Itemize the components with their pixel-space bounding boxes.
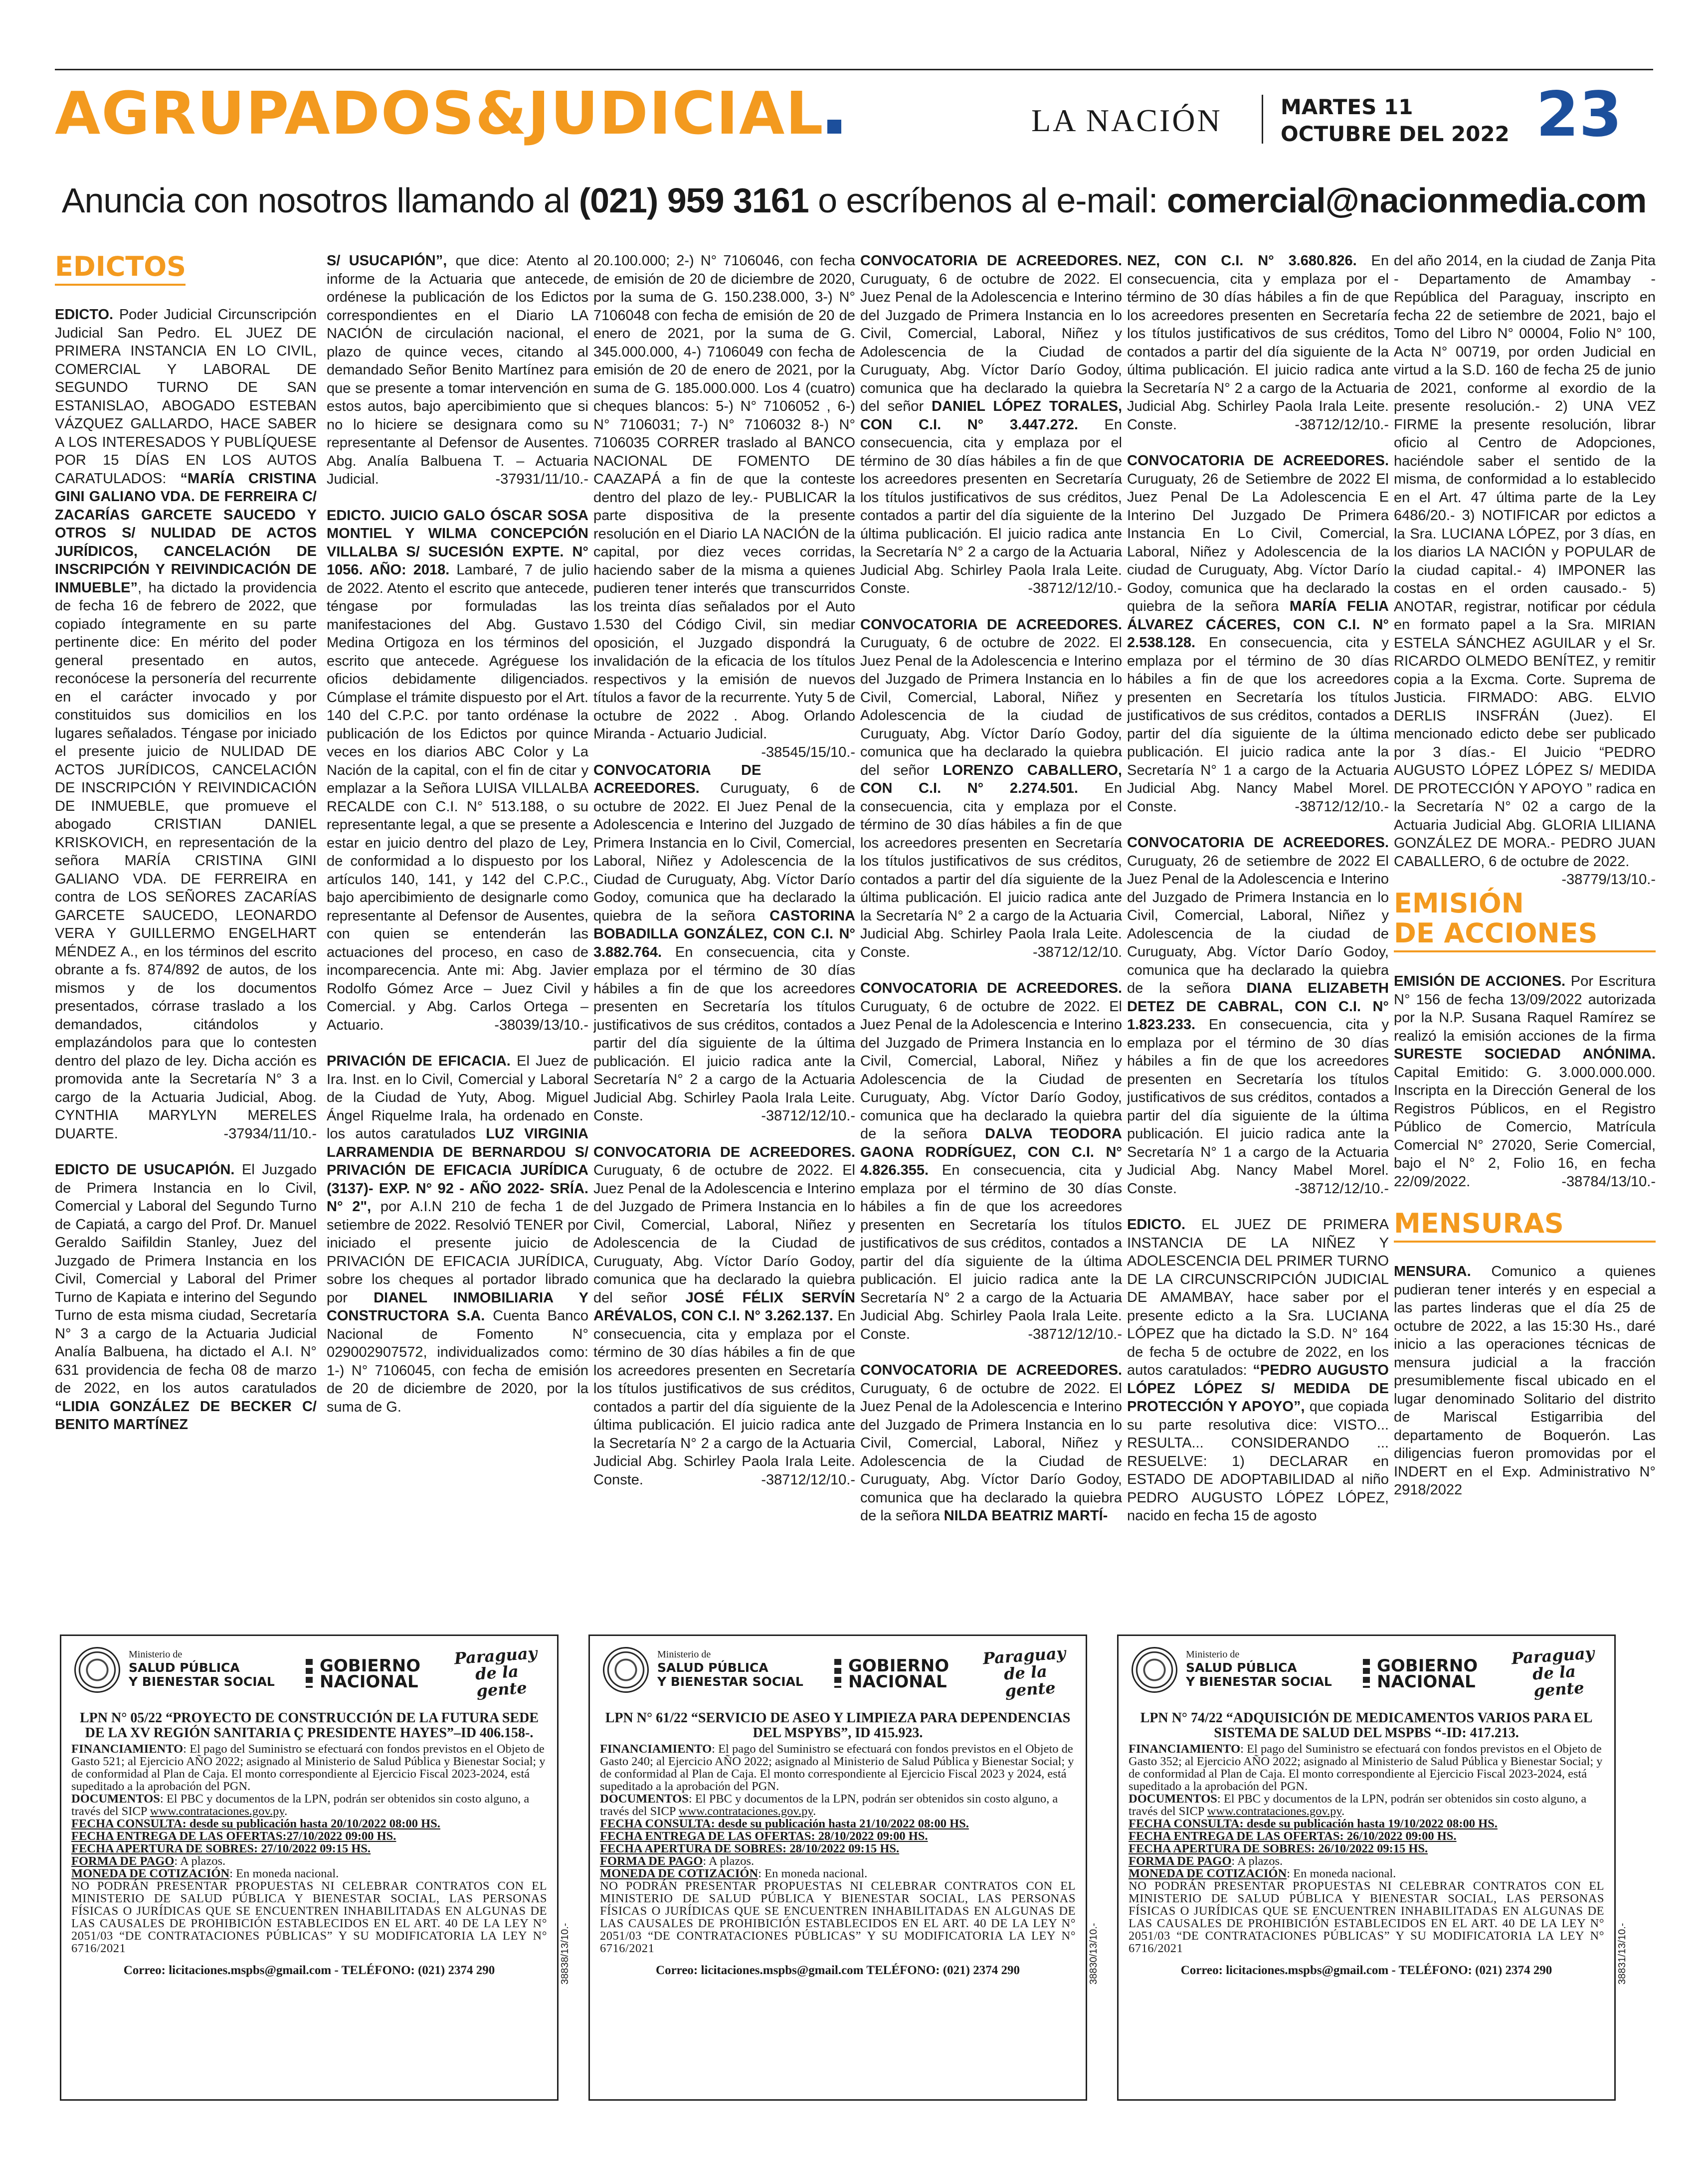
promo-email[interactable]: comercial@nacionmedia.com	[1166, 181, 1647, 220]
date-month-year: OCTUBRE DEL 2022	[1281, 122, 1510, 146]
tender-notice	[588, 1634, 1087, 2101]
notice-footer: Correo: licitaciones.mspbs@gmail.com - TELÉFONO: (021) 2374 290	[1180, 1964, 1552, 1977]
notice-title: LPN N° 61/22 “SERVICIO DE ASEO Y LIMPIEZA PARA DEPENDENCIAS DEL MSPYBS”, ID 415.923.	[605, 1710, 1071, 1741]
edict-code: -38779/13/10.-	[1561, 872, 1656, 888]
contrataciones-link[interactable]: www.contrataciones.gov.py	[678, 1805, 813, 1818]
edict: CONVOCATORIA DE ACREEDORES. Curuguaty, 6 de octubre de 2022. El Juez Penal de la Adolescencia e Interino del Juzgado de Primera Instancia en lo Civil, Comercial, Laboral, Niñez y Adolescencia de la Ciudad de Curuguaty, Abg. Víctor Darío Godoy, comunica que ha declarado la quiebra del señor JOSÉ FÉLIX SERVÍN ARÉVALOS, CON C.I. N° 3.262.137. En consecuencia, cita y emplaza por el término de 30 días hábiles a fin de que los acreedores presenten en Secretaría los títulos justificativos de sus créditos, contados a partir del día siguiente de la última publicación. El juicio radica ante la Secretaría N° 2 a cargo de la Actuaria Judicial Abg. Schirley Paola Irala Leite. Conste. -38712/12/10.-	[593, 1143, 855, 1489]
edict: PRIVACIÓN DE EFICACIA. El Juez de Ira. Inst. en lo Civil, Comercial y Laboral de la Ciudad de Yuty, Abog. Miguel Ángel Riquelme Irala, ha ordenado en los autos caratulados LUZ VIRGINIA LARRAMENDIA DE BERNARDOU S/ PRIVACIÓN DE EFICACIA JURÍDICA (3137)- EXP. N° 92 - AÑO 2022- SRÍA. N° 2", por A.I.N 210 de fecha 1 de setiembre de 2022. Resolvió TENER por iniciado el presente juicio de PRIVACIÓN DE EFICACIA JURÍDICA, sobre los cheques al portador librado por DIANEL INMOBILIARIA Y CONSTRUCTORA S.A. Cuenta Banco Nacional de Fomento N° 029002907572, individualizados como: 1-) N° 7106045, con fecha de emisión de 20 de diciembre de 2020, por la suma de G.	[327, 1053, 588, 1415]
gov-logo: GOBIERNO NACIONAL	[848, 1656, 949, 1692]
gov-logo: GOBIERNO NACIONAL	[1377, 1656, 1478, 1692]
edict: CONVOCATORIA DE ACREEDORES. Curuguaty, 6 de octubre de 2022. El Juez Penal de la Adolescencia e Interino del Juzgado de Primera Instancia en lo Civil, Comercial, Laboral, Niñez y Adolescencia de la ciudad de Curuguaty, Abg. Víctor Darío Godoy, comunica que ha declarado la quiebra del señor LORENZO CABALLERO, CON C.I. N° 2.274.501. En consecuencia, cita y emplaza por el término de 30 días hábiles a fin de que los acreedores presenten en Secretaría los títulos justificativos de sus créditos, contados a partir del día siguiente de la última publicación. El juicio radica ante la Secretaría N° 2 a cargo de la Actuaria Judicial Abg. Schirley Paola Irala Leite. Conste. -38712/12/10.	[860, 616, 1122, 962]
column-6	[1394, 252, 1656, 1618]
edict-code: -37931/11/10.-	[495, 471, 588, 487]
contrataciones-link[interactable]: www.contrataciones.gov.py	[1207, 1805, 1342, 1818]
government-seal-icon	[1132, 1647, 1177, 1693]
column-2	[327, 252, 588, 1618]
edict: MENSURA. Comunico a quienes pudieran tener interés y en especial a las partes linderas que el día 25 de octubre de 2022, a las 15:30 Hs., daré inicio a las operaciones técnicas de mensura judicial a la fracción presumiblemente fiscal ubicado en el lugar denominado Solitario del distrito de Mariscal Estigarribia del departamento de Boquerón. Las diligencias fueron promovidas por el INDERT en el Exp. Administrativo N° 2918/2022	[1394, 1264, 1656, 1498]
ministry-label: Ministerio de	[129, 1649, 183, 1660]
ministry-label: Ministerio de	[1186, 1649, 1240, 1660]
issue-date	[1281, 94, 1510, 148]
edict-code: -38712/12/10.	[1033, 944, 1122, 960]
slogan-logo: Paraguay de la gente	[1511, 1643, 1595, 1701]
edict: CONVOCATORIA DE ACREEDORES. Curuguaty, 26 de Setiembre de 2022 El Juez Penal De La Adolescencia E Interino Del Juzgado De Primera Instancia En Lo Civil, Comercial, Laboral, Niñez y Adolescencia de la ciudad de Curuguaty, Abg. Víctor Darío Godoy, comunica que ha declarado la quiebra de la señora MARÍA FELIA ÁLVAREZ CÁCERES, CON C.I. N° 2.538.128. En consecuencia, cita y emplaza por el término de 30 días hábiles a fin de que los acreedores presenten en Secretaría los títulos justificativos de sus créditos, contados a partir del día siguiente de la última publicación. El juicio radica ante la Secretaría N° 1 a cargo de la Actuaria Judicial Abg. Nancy Mabel Morel. Conste. -38712/12/10.-	[1127, 452, 1389, 816]
slogan-logo: Paraguay de la gente	[982, 1643, 1067, 1701]
notice-header	[600, 1644, 1076, 1704]
ministry-label: Ministerio de	[657, 1649, 711, 1660]
notice-footer: Correo: licitaciones.mspbs@gmail.com TELÉFONO: (021) 2374 290	[656, 1964, 1020, 1977]
edict: CONVOCATORIA DE ACREEDORES. Curuguaty, 6 de octubre de 2022. El Juez Penal de la Adolescencia e Interino del Juzgado de Primera Instancia en lo Civil, Comercial, Laboral, Niñez y Adolescencia de la Ciudad de Curuguaty, Abg. Víctor Darío Godoy, comunica que ha declarado la quiebra de la señora DALVA TEODORA GAONA RODRÍGUEZ, CON C.I. N° 4.826.355. En consecuencia, cita y emplaza por el término de 30 días hábiles a fin de que los acreedores presenten en Secretaría los títulos justificativos de sus créditos, contados a partir del día siguiente de la última publicación. El juicio radica ante la Secretaría N° 2 a cargo de la Actuaria Judicial Abg. Schirley Paola Irala Leite. Conste. -38712/12/10.-	[860, 979, 1122, 1343]
edict-code: -38712/12/10.-	[1295, 798, 1389, 815]
tender-notice	[60, 1634, 559, 2101]
edict: CONVOCATORIA DE ACREEDORES. Curuguaty, 6 de octubre de 2022. El Juez Penal de la Adolescencia e Interino del Juzgado de Primera Instancia en lo Civil, Comercial, Laboral, Niñez y Adolescencia de la Ciudad de Curuguaty, Abg. Víctor Darío Godoy, comunica que ha declarado la quiebra de la señora NILDA BEATRIZ MARTÍ-	[860, 1362, 1122, 1524]
edict: S/ USUCAPIÓN”, que dice: Atento al informe de la Actuaria que antecede, ordénese la publicación de los Edictos correspondientes en el Diario LA NACIÓN de circulación nacional, el plazo de quince veces, citando al demandado Señor Benito Martínez para que se presente a tomar intervención en estos autos, bajo apercibimiento que si no lo hiciere se designara como su representante al Defensor de Ausentes. Abg. Analía Balbuena T. – Actuaria Judicial. -37931/11/10.-	[327, 252, 588, 489]
edict: del año 2014, en la ciudad de Zanja Pita - Departamento de Amambay - República del Paraguay, inscripto en fecha 22 de setiembre de 2021, bajo el Tomo del Libro N° 00004, Folio N° 100, Acta N° 00719, por orden Judicial en virtud a la S.D. 160 de fecha 25 de junio de 2021, conforme al exordio de la presente resolución.- 2) UNA VEZ FIRME la presente resolución, librar oficio al Centro de Adopciones, haciéndole saber el sentido de la misma, de conformidad a lo establecido en el Art. 47 última parte de la Ley 6486/20.- 3) NOTIFICAR por edictos a la Sra. LUCIANA LÓPEZ, por 3 días, en los diarios LA NACIÓN y POPULAR de la ciudad capital.- 4) IMPONER las costas en el orden causado.- 5) ANOTAR, registrar, notificar por cédula en formato papel a la Sra. MIRIAN ESTELA SÁNCHEZ AGUILAR y el Sr. RICARDO OLMEDO BENÍTEZ, y remitir copia a la Excma. Corte. Suprema de Justicia. FIRMADO: ABG. ELVIO DERLIS INSFRÁN (Juez). El mencionado edicto debe ser publicado por 3 días.- El Juicio “PEDRO AUGUSTO LÓPEZ LÓPEZ S/ MEDIDA DE PROTECCIÓN Y APOYO ” radica en la Secretaría N° 02 a cargo de la Actuaria Judicial Abg. GLORIA LILIANA GONZÁLEZ DE MORA.- PEDRO JUAN CABALLERO, 6 de octubre de 2022. -38779/13/10.-	[1394, 252, 1656, 871]
edict-code: -38712/12/10.-	[761, 1471, 855, 1488]
notice-header	[71, 1644, 547, 1704]
contrataciones-link[interactable]: www.contrataciones.gov.py	[150, 1805, 285, 1818]
notice-header	[1129, 1644, 1604, 1704]
title-dot-icon	[827, 120, 841, 134]
top-rule	[55, 69, 1653, 70]
promo-text-2: o escríbenos al e-mail:	[808, 181, 1167, 220]
notice-code: 38838/13/10.-	[560, 1923, 570, 1985]
promo-phone[interactable]: (021) 959 3161	[578, 181, 809, 220]
edict-code: -38712/12/10.-	[1295, 1180, 1389, 1197]
column-1	[55, 252, 317, 1618]
page-number: 23	[1536, 79, 1622, 151]
edict-code: -38784/13/10.-	[1561, 1173, 1656, 1190]
edict: CONVOCATORIA DE ACREEDORES. Curuguaty, 26 de setiembre de 2022 El Juez Penal de la Adolescencia e Interino del Juzgado de Primera Instancia en lo Civil, Comercial, Laboral, Niñez y Adolescencia de la ciudad de Curuguaty, Abg. Víctor Darío Godoy, comunica que ha declarado la quiebra de la señora DIANA ELIZABETH DETEZ DE CABRAL, CON C.I. N° 1.823.233. En consecuencia, cita y emplaza por el término de 30 días hábiles a fin de que los acreedores presenten en Secretaría los títulos justificativos de sus créditos, contados a partir del día siguiente de la última publicación. El juicio radica ante la Secretaría N° 1 a cargo de la Actuaria Judicial Abg. Nancy Mabel Morel. Conste. -38712/12/10.-	[1127, 834, 1389, 1198]
section-heading-edictos: EDICTOS	[55, 252, 186, 286]
notice-body: FINANCIAMIENTO: El pago del Suministro se efectuará con fondos previstos en el Objeto de Gasto 352; al Ejercicio AÑO 2022; asignado al Ministerio de Salud Pública y Bienestar Social; y de conformidad al Plan de Caja. El monto correspondiente al Ejercicio Fiscal 2023-2024, está supeditado a la aprobación del PGN. DOCUMENTOS: El PBC y documentos de la LPN, podrán ser obtenidos sin costo alguno, a través del SICP www.contrataciones.gov.py. FECHA CONSULTA: desde su publicación hasta 19/10/2022 08:00 HS. FECHA ENTREGA DE LAS OFERTAS: 26/10/2022 09:00 HS. FECHA APERTURA DE SOBRES: 26/10/2022 09:15 HS. FORMA DE PAGO: A plazos. MONEDA DE COTIZACIÓN: En moneda nacional. NO PODRÁN PRESENTAR PROPUESTAS NI CELEBRAR CONTRATOS CON EL MINISTERIO DE SALUD PÚBLICA Y BIENESTAR SOCIAL, LAS PERSONAS FÍSICAS O JURÍDICAS QUE SE ENCUENTREN INHABILITADAS EN ALGUNAS DE LAS CAUSALES DE PROHIBICIÓN ESTABLECIDOS EN EL ART. 40 DE LA LEY N° 2051/03 “DE CONTRATACIONES PÚBLICAS” Y SU MODIFICATORIA LA LEY N° 6716/2021	[1129, 1742, 1604, 1955]
edict-code: -38545/15/10.-	[761, 744, 855, 760]
ad-promo-line	[0, 181, 1708, 220]
edict: EDICTO DE USUCAPIÓN. El Juzgado de Primera Instancia en lo Civil, Comercial y Laboral del Segundo Turno de Capiatá, a cargo del Prof. Dr. Manuel Geraldo Saifildin Stanley, Juez del Juzgado de Primera Instancia en los Civil, Comercial y Laboral del Primer Turno de Kapiata e interino del Segundo Turno de esta misma ciudad, Secretaría N° 3 a cargo de la Actuaria Judicial Analía Balbuena, ha dictado el A.I. N° 631 providencia de fecha 08 de marzo de 2022, en los autos caratulados “LIDIA GONZÁLEZ DE BECKER C/ BENITO MARTÍNEZ	[55, 1162, 317, 1433]
gov-stripes-icon	[834, 1659, 841, 1688]
edict: EDICTO. EL JUEZ DE PRIMERA INSTANCIA DE LA NIÑEZ Y ADOLESCENCIA DEL PRIMER TURNO DE LA CIRCUNSCRIPCIÓN JUDICIAL DE AMAMBAY, hace saber por el presente edicto a la Sra. LUCIANA LÓPEZ que ha dictado la S.D. N° 164 de fecha 5 de octubre de 2022, en los autos caratulados: “PEDRO AUGUSTO LÓPEZ LÓPEZ S/ MEDIDA DE PROTECCIÓN Y APOYO”, que copiada su parte resolutiva dice: VISTO... RESULTA... CONSIDERANDO ... RESUELVE: 1) DECLARAR en ESTADO DE ADOPTABILIDAD al niño PEDRO AUGUSTO LÓPEZ LÓPEZ, nacido en fecha 15 de agosto	[1127, 1217, 1389, 1524]
promo-text: Anuncia con nosotros llamando al	[61, 181, 579, 220]
edict: EDICTO. Poder Judicial Circunscripción Judicial San Pedro. EL JUEZ DE PRIMERA INSTANCIA EN LO CIVIL, COMERCIAL Y LABORAL DE SEGUNDO TURNO DE SAN ESTANISLAO, ABOGADO ESTEBAN VÁZQUEZ GALLARDO, HACE SABER A LOS INTERESADOS Y PUBLÍQUESE POR 15 DÍAS EN LOS AUTOS CARATULADOS: “MARÍA CRISTINA GINI GALIANO VDA. DE FERREIRA C/ ZACARÍAS GARCETE SAUCEDO Y OTROS S/ NULIDAD DE ACTOS JURÍDICOS, CANCELACIÓN DE INSCRIPCIÓN Y REIVINDICACIÓN DE INMUEBLE”, ha dictado la providencia de fecha 16 de febrero de 2022, que copiado íntegramente en su parte pertinente dice: En mérito del poder general presentado en autos, reconócese la personería del recurrente en el carácter invocado y por constituidos sus domicilios en los lugares señalados. Téngase por iniciado el presente juicio de NULIDAD DE ACTOS JURÍDICOS, CANCELACIÓN DE INSCRIPCIÓN Y REIVINDICACIÓN DE INMUEBLE, que promueve el abogado CRISTIAN DANIEL KRISKOVICH, en representación de la señora MARÍA CRISTINA GINI GALIANO VDA. DE FERREIRA en contra de LOS SEÑORES ZACARÍAS GARCETE SAUCEDO, LEONARDO VERA Y GUILLERMO ENGELHART MÉNDEZ A., en los términos del escrito obrante a fs. 874/892 de autos, de los mismos y de los documentos presentados, córrase traslado a los demandados, citándolos y emplazándolos para que lo contesten dentro del plazo de ley. Dicha acción es promovida ante la Secretaría N° 3 a cargo de la Actuaria Judicial, Abog. CYNTHIA MARYLYN MERELES DUARTE. -37934/11/10.-	[55, 306, 317, 1143]
edict: CONVOCATORIA DE ACREEDORES. Curuguaty, 6 de octubre de 2022. El Juez Penal de la Adolescencia e Interino del Juzgado de Primera Instancia en lo Civil, Comercial, Laboral, Niñez y Adolescencia de la Ciudad de Curuguaty, Abg. Víctor Darío Godoy, comunica que ha declarado la quiebra del señor DANIEL LÓPEZ TORALES, CON C.I. N° 3.447.272. En consecuencia, cita y emplaza por el término de 30 días hábiles a fin de que los acreedores presenten en Secretaría los títulos justificativos de sus créditos, contados a partir del día siguiente de la última publicación. El juicio radica ante la Secretaría N° 2 a cargo de la Actuaria Judicial Abg. Schirley Paola Irala Leite. Conste. -38712/12/10.-	[860, 252, 1122, 598]
section-title: AGRUPADOS&JUDICIAL	[55, 84, 841, 143]
gov-stripes-icon	[1363, 1659, 1370, 1688]
edict: EDICTO. JUICIO GALO ÓSCAR SOSA MONTIEL Y WILMA CONCEPCIÓN VILLALBA S/ SUCESIÓN EXPTE. N° 1056. AÑO: 2018. Lambaré, 7 de julio de 2022. Atento el escrito que antecede, téngase por formuladas las manifestaciones del Abg. Gustavo Medina Ortigoza en los términos del escrito que antecede. Agréguese los oficios debidamente diligenciados. Cúmplase el trámite dispuesto por el Art. 140 del C.P.C. por tanto ordénase la publicación de los Edictos por quince veces en los diarios ABC Color y La Nación de la capital, con el fin de citar y emplazar a la Señora LUISA VILLALBA RECALDE con C.I. N° 513.188, o su representante legal, a que se presente a estar en juicio dentro del plazo de Ley, de conformidad a lo dispuesto por los artículos 140, 141, y 142 del C.P.C., bajo apercibimiento de designarle como representante al Defensor de Ausentes, con quien se entenderán las actuaciones del proceso, en caso de incomparecencia. Ante mi: Abg. Javier Rodolfo Gómez Arce – Juez Civil y Comercial. y Abg. Carlos Ortega – Actuario. -38039/13/10.-	[327, 507, 588, 1035]
edict-code: -38712/12/10.-	[1028, 580, 1122, 596]
column-4	[860, 252, 1122, 1618]
edict-code: -38712/12/10.-	[1028, 1326, 1122, 1342]
edict-code: -38712/12/10.-	[1295, 416, 1389, 433]
column-3	[593, 252, 855, 1618]
ministry-name: SALUD PÚBLICA Y BIENESTAR SOCIAL	[129, 1660, 275, 1689]
government-seal-icon	[603, 1647, 649, 1693]
edict: NEZ, CON C.I. N° 3.680.826. En consecuencia, cita y emplaza por el término de 30 días hábiles a fin de que los acreedores presenten en Secretaría los títulos justificativos de sus créditos, contados a partir del día siguiente de la última publicación. El juicio radica ante la Secretaría N° 2 a cargo de la Actuaria Judicial Abg. Schirley Paola Irala Leite. Conste. -38712/12/10.-	[1127, 252, 1389, 434]
gov-stripes-icon	[306, 1659, 313, 1688]
ministry-name: SALUD PÚBLICA Y BIENESTAR SOCIAL	[657, 1660, 803, 1689]
edict: 20.100.000; 2-) N° 7106046, con fecha de emisión de 20 de diciembre de 2020, por la suma de G. 150.238.000, 3-) N° 7106048 con fecha de emisión de 20 de enero de 2021, por la suma de G. 345.000.000, 4-) 7106049 con fecha de emisión de 20 de enero de 2021, por la suma de G. 185.000.000. Los 4 (cuatro) cheques blancos: 5-) N° 7106052 , 6-) N° 7106031; 7-) N° 7106032 8-) N° 7106035 CORRER traslado al BANCO NACIONAL DE FOMENTO DE CAAZAPÁ a fin de que la conteste dentro del plazo de ley.- PUBLICAR la parte dispositiva de la presente resolución en el Diario LA NACIÓN de la capital, por diez veces corridas, haciendo saber de la misma a quienes pudieren tener interés que transcurridos los treinta días señalados por el Auto 1.530 del Código Civil, sin mediar oposición, el Juzgado dispondrá la invalidación de la eficacia de los títulos respectivos y la emisión de nuevos títulos a favor de la recurrente. Yuty 5 de octubre de 2022 . Abog. Orlando Miranda - Actuario Judicial. -38545/15/10.-	[593, 252, 855, 743]
notice-title: LPN N° 05/22 “PROYECTO DE CONSTRUCCIÓN DE LA FUTURA SEDE DE LA XV REGIÓN SANITARIA Ç PRESIDENTE HAYES”–ID 406.158-.	[79, 1710, 539, 1741]
section-heading-emision: EMISIÓN DE ACCIONES	[1394, 889, 1656, 952]
edict-code: -38712/12/10.-	[761, 1108, 855, 1124]
notice-code: 38831/13/10.-	[1617, 1923, 1628, 1985]
notice-footer: Correo: licitaciones.mspbs@gmail.com - TELÉFONO: (021) 2374 290	[123, 1964, 495, 1977]
column-5	[1127, 252, 1389, 1618]
edict: CONVOCATORIA DE ACREEDORES. Curuguaty, 6 de octubre de 2022. El Juez Penal de la Adolescencia e Interino del Juzgado de Primera Instancia en lo Civil, Comercial, Laboral, Niñez y Adolescencia de la Ciudad de Curuguaty, Abg. Víctor Darío Godoy, comunica que ha declarado la quiebra de la señora CASTORINA BOBADILLA GONZÁLEZ, CON C.I. N° 3.882.764. En consecuencia, cita y emplaza por el término de 30 días hábiles a fin de que los acreedores presenten en Secretaría los títulos justificativos de sus créditos, contados a partir del día siguiente de la última publicación. El juicio radica ante la Secretaría N° 2 a cargo de la Actuaria Judicial Abg. Schirley Paola Irala Leite. Conste. -38712/12/10.-	[593, 761, 855, 1125]
notice-code: 38830/13/10.-	[1088, 1923, 1099, 1985]
slogan-logo: Paraguay de la gente	[453, 1643, 538, 1701]
government-seal-icon	[74, 1647, 120, 1693]
section-heading-mensuras: MENSURAS	[1394, 1209, 1656, 1243]
gov-logo: GOBIERNO NACIONAL	[320, 1656, 421, 1692]
date-weekday: MARTES 11	[1281, 95, 1413, 119]
notice-title: LPN N° 74/22 “ADQUISICIÓN DE MEDICAMENTOS VARIOS PARA EL SISTEMA DE SALUD DEL MSPBS “-ID: 417.213.	[1140, 1710, 1593, 1741]
notice-body: FINANCIAMIENTO: El pago del Suministro se efectuará con fondos previstos en el Objeto de Gasto 521; al Ejercicio AÑO 2022; asignado al Ministerio de Salud Pública y Bienestar Social; y de conformidad al Plan de Caja. El monto correspondiente al Ejercicio Fiscal 2023-2024, está supeditado a la aprobación del PGN. DOCUMENTOS: El PBC y documentos de la LPN, podrán ser obtenidos sin costo alguno, a través del SICP www.contrataciones.gov.py. FECHA CONSULTA: desde su publicación hasta 20/10/2022 08:00 HS. FECHA ENTREGA DE LAS OFERTAS:27/10/2022 09:00 HS. FECHA APERTURA DE SOBRES: 27/10/2022 09:15 HS. FORMA DE PAGO: A plazos. MONEDA DE COTIZACIÓN: En moneda nacional. NO PODRÁN PRESENTAR PROPUESTAS NI CELEBRAR CONTRATOS CON EL MINISTERIO DE SALUD PÚBLICA Y BIENESTAR SOCIAL, LAS PERSONAS FÍSICAS O JURÍDICAS QUE SE ENCUENTREN INHABILITADAS EN ALGUNAS DE LAS CAUSALES DE PROHIBICIÓN ESTABLECIDOS EN EL ART. 40 DE LA LEY N° 2051/03 “DE CONTRATACIONES PÚBLICAS” Y SU MODIFICATORIA LA LEY N° 6716/2021	[71, 1742, 547, 1955]
edict-code: -38039/13/10.-	[494, 1017, 588, 1033]
ministry-name: SALUD PÚBLICA Y BIENESTAR SOCIAL	[1186, 1660, 1332, 1689]
masthead	[55, 75, 1653, 160]
notice-body: FINANCIAMIENTO: El pago del Suministro se efectuará con fondos previstos en el Objeto de Gasto 240; al Ejercicio AÑO 2022; asignado al Ministerio de Salud Pública y Bienestar Social; y de conformidad al Plan de Caja. El monto correspondiente al Ejercicio Fiscal 2023 y 2024, está supeditado a la aprobación del PGN. DOCUMENTOS: El PBC y documentos de la LPN, podrán ser obtenidos sin costo alguno, a través del SICP www.contrataciones.gov.py. FECHA CONSULTA: desde su publicación hasta 21/10/2022 08:00 HS. FECHA ENTREGA DE LAS OFERTAS: 28/10/2022 09:00 HS. FECHA APERTURA DE SOBRES: 28/10/2022 09:15 HS. FORMA DE PAGO: A plazos. MONEDA DE COTIZACIÓN: En moneda nacional. NO PODRÁN PRESENTAR PROPUESTAS NI CELEBRAR CONTRATOS CON EL MINISTERIO DE SALUD PÚBLICA Y BIENESTAR SOCIAL, LAS PERSONAS FÍSICAS O JURÍDICAS QUE SE ENCUENTREN INHABILITADAS EN ALGUNAS DE LAS CAUSALES DE PROHIBICIÓN ESTABLECIDOS EN EL ART. 40 DE LA LEY N° 2051/03 “DE CONTRATACIONES PÚBLICAS” Y SU MODIFICATORIA LA LEY N° 6716/2021	[600, 1742, 1076, 1955]
edict: EMISIÓN DE ACCIONES. Por Escritura N° 156 de fecha 13/09/2022 autorizada por la N.P. Susana Raquel Ramírez se realizó la emisión acciones de la firma SURESTE SOCIEDAD ANÓNIMA. Capital Emitido: G. 3.000.000.000. Inscripta en la Dirección General de los Registros Públicos, en el Registro Público de Comercio, Matrícula Comercial N° 27020, Serie Comercial, bajo el N° 2, Folio 16, en fecha 22/09/2022. -38784/13/10.-	[1394, 972, 1656, 1191]
tender-notice	[1117, 1634, 1616, 2101]
paper-name: LA NACIÓN	[1031, 103, 1222, 138]
masthead-divider	[1262, 95, 1263, 144]
edict-code: -37934/11/10.-	[223, 1125, 317, 1142]
